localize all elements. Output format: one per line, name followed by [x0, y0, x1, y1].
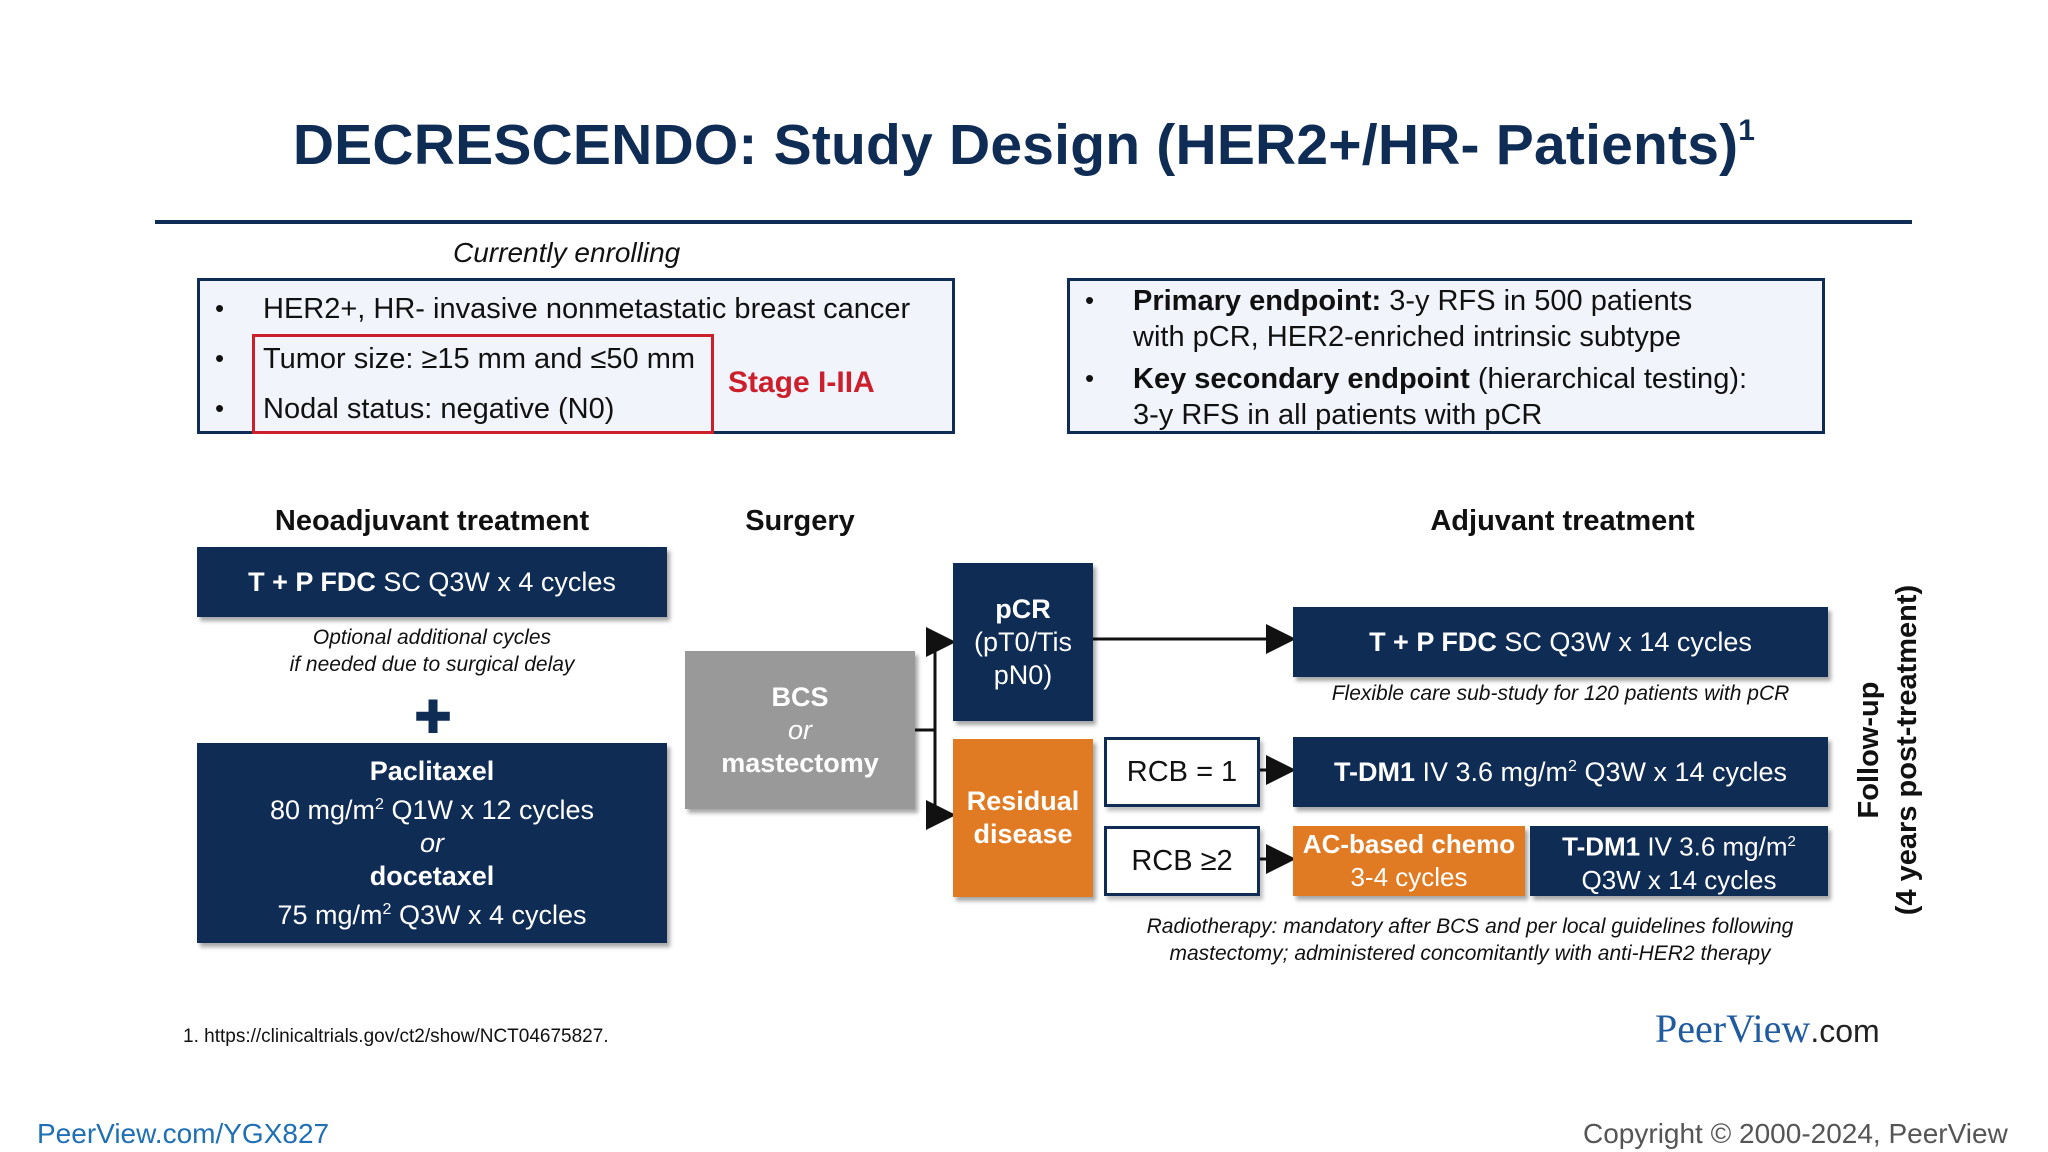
docetaxel-dose-b: Q3W x 4 cycles	[398, 899, 587, 930]
adjuvant-tdm1-rcb2-box	[1530, 826, 1828, 896]
peerview-logo	[1655, 1005, 1880, 1052]
primary-endpoint-text-1: 3-y RFS in 500 patients	[1389, 285, 1693, 317]
tdm1-rcb2-line-2: Q3W x 14 cycles	[1581, 864, 1777, 895]
title-footnote-ref: 1	[1738, 114, 1756, 147]
neoadjuvant-tp-rest: SC Q3W x 4 cycles	[383, 566, 616, 597]
residual-line-1: Residual	[966, 786, 1080, 816]
flexible-care-note: Flexible care sub-study for 120 patients with pCR	[1331, 682, 1790, 705]
adjuvant-tp-bold: T + P FDC	[1369, 626, 1497, 657]
follow-up-label	[1850, 580, 1930, 920]
ac-chemo-title: AC-based chemo	[1302, 829, 1516, 859]
secondary-endpoint-text-1: (hierarchical testing):	[1477, 363, 1748, 395]
docetaxel-dose-a: 75 mg/m	[277, 899, 383, 930]
adjuvant-tp-rest: SC Q3W x 14 cycles	[1504, 626, 1752, 657]
adjuvant-tdm1-rest-a: IV 3.6 mg/m	[1422, 756, 1569, 787]
rcb-2-box	[1104, 826, 1260, 896]
rcb-1-label: RCB = 1	[1126, 755, 1238, 788]
docetaxel-dose-sup: 2	[382, 900, 392, 918]
adjuvant-tp-box	[1293, 607, 1828, 677]
primary-endpoint-text-2: with pCR, HER2-enriched intrinsic subtype	[1133, 321, 1681, 353]
surgery-or: or	[787, 714, 812, 745]
pcr-box	[953, 563, 1093, 721]
radiotherapy-line-2: mastectomy; administered concomitantly with anti-HER2 therapy	[1169, 942, 1771, 965]
residual-line-2: disease	[973, 819, 1073, 849]
plus-icon: ✚	[413, 691, 453, 743]
paclitaxel-dose-b: Q1W x 12 cycles	[391, 794, 595, 825]
paclitaxel-dose-a: 80 mg/m	[269, 794, 376, 825]
optional-note-line-2: if needed due to surgical delay	[289, 653, 575, 676]
radiotherapy-note	[1060, 913, 1880, 967]
follow-up-line-1: Follow-up	[1853, 681, 1885, 819]
surgery-header: Surgery	[745, 505, 855, 537]
slide-title-text: DECRESCENDO: Study Design (HER2+/HR- Patients)	[292, 113, 1739, 177]
enrollment-label: Currently enrolling	[453, 237, 681, 268]
chemo-or: or	[419, 827, 444, 858]
surgery-bcs: BCS	[771, 681, 829, 712]
bullet-icon: •	[215, 293, 225, 323]
footer-link[interactable]: PeerView.com/YGX827	[37, 1118, 330, 1149]
surgery-mastectomy: mastectomy	[721, 747, 879, 778]
pcr-title: pCR	[995, 593, 1051, 624]
adjuvant-header: Adjuvant treatment	[1430, 505, 1695, 537]
radiotherapy-line-1: Radiotherapy: mandatory after BCS and per local guidelines following	[1146, 915, 1794, 938]
tdm1-rcb2-bold: T-DM1	[1562, 831, 1641, 862]
bullet-icon: •	[215, 343, 225, 373]
eligibility-item-1: HER2+, HR- invasive nonmetastatic breast cancer	[263, 293, 911, 325]
neoadjuvant-header: Neoadjuvant treatment	[274, 505, 590, 537]
neoadjuvant-tp-bold: T + P FDC	[248, 566, 376, 597]
primary-endpoint-label: Primary endpoint:	[1133, 285, 1382, 317]
docetaxel-label: docetaxel	[369, 860, 495, 891]
secondary-endpoint-text-2: 3-y RFS in all patients with pCR	[1133, 399, 1543, 431]
tdm1-rcb2-sup: 2	[1787, 833, 1796, 851]
bullet-icon: •	[1085, 285, 1095, 315]
footer-copyright: Copyright © 2000-2024, PeerView	[1583, 1118, 2008, 1149]
tdm1-rcb2-rest-a: IV 3.6 mg/m	[1647, 831, 1788, 862]
adjuvant-tdm1-text	[1334, 757, 1787, 788]
eligibility-item-2: Tumor size: ≥15 mm and ≤50 mm	[263, 343, 696, 375]
reference-footnote: 1. https://clinicaltrials.gov/ct2/show/NCT04675827.	[183, 1026, 609, 1047]
paclitaxel-dose-sup: 2	[375, 795, 384, 813]
rcb-2-label: RCB ≥2	[1131, 844, 1233, 877]
secondary-endpoint-label: Key secondary endpoint	[1133, 363, 1470, 395]
adjuvant-tdm1-bold: T-DM1	[1333, 756, 1415, 787]
adjuvant-tdm1-sup: 2	[1568, 757, 1577, 775]
paclitaxel-label: Paclitaxel	[369, 755, 495, 786]
bullet-icon: •	[1085, 363, 1095, 393]
bullet-icon: •	[215, 393, 225, 423]
adjuvant-tdm1-rest-b: Q3W x 14 cycles	[1584, 756, 1788, 787]
tdm1-rcb2-line-1	[1562, 825, 1796, 864]
rcb-1-box	[1104, 737, 1260, 807]
pcr-line-2: (pT0/Tis	[973, 626, 1072, 657]
eligibility-item-3: Nodal status: negative (N0)	[263, 393, 615, 425]
optional-note-line-1: Optional additional cycles	[312, 626, 552, 649]
adjuvant-tp-text	[1369, 627, 1752, 658]
logo-main: PeerView	[1655, 1006, 1811, 1051]
logo-suffix: .com	[1810, 1013, 1880, 1049]
residual-disease-box	[953, 739, 1093, 897]
ac-chemo-cycles: 3-4 cycles	[1350, 862, 1468, 892]
follow-up-line-2: (4 years post-treatment)	[1891, 584, 1923, 916]
ac-chemo-box	[1293, 826, 1525, 896]
pcr-line-3: pN0)	[993, 659, 1053, 690]
stage-label: Stage I-IIA	[728, 366, 875, 399]
adjuvant-tdm1-box	[1293, 737, 1828, 807]
